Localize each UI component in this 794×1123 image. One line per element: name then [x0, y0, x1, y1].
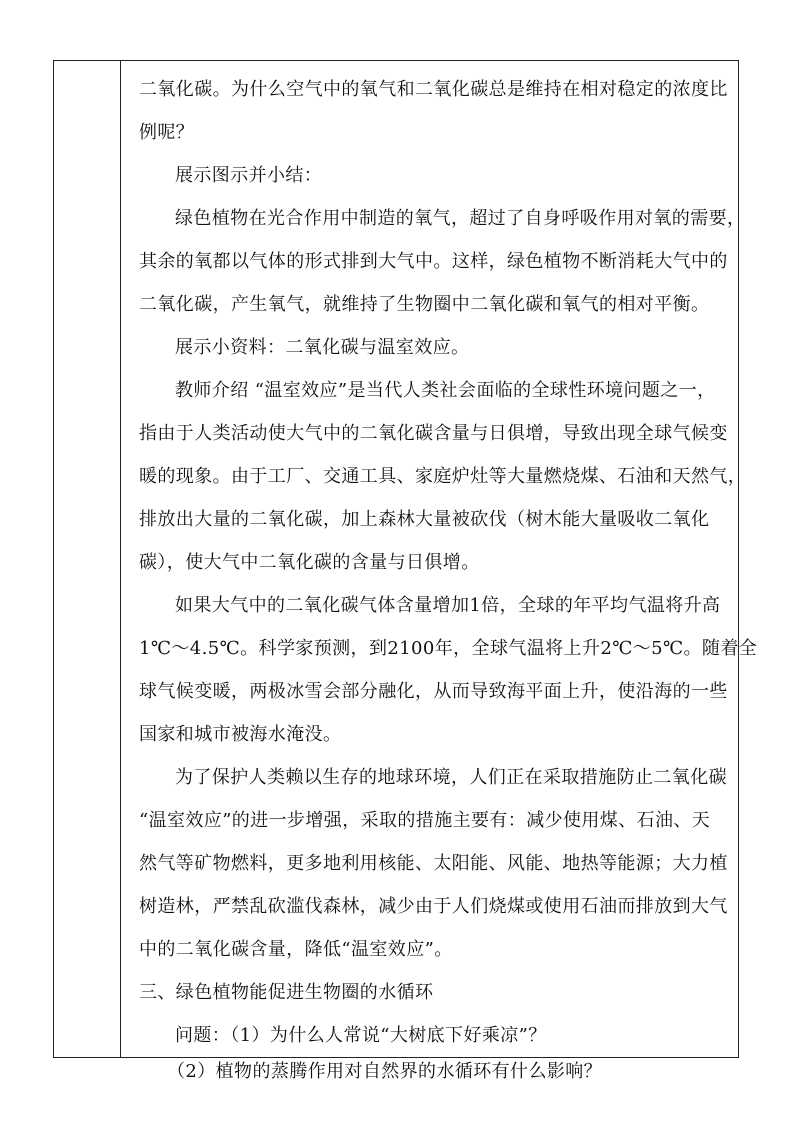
- paragraph-line: 树造林，严禁乱砍滥伐森林，减少由于人们烧煤或使用石油而排放到大气: [139, 896, 728, 917]
- paragraph-line: 中的二氧化碳含量，降低“温室效应”。: [139, 939, 453, 960]
- paragraph-line: 排放出大量的二氧化碳，加上森林大量被砍伐（树木能大量吸收二氧化: [139, 509, 710, 530]
- paragraph-line: 例呢？: [139, 122, 195, 143]
- paragraph-line: 碳），使大气中二氧化碳的含量与日俱增。: [139, 552, 480, 573]
- paragraph-line: 1℃～4.5℃。科学家预测，到2100年，全球气温将上升2℃～5℃。随着全: [139, 638, 758, 659]
- paragraph-line: 展示小资料：二氧化碳与温室效应。: [175, 337, 470, 358]
- paragraph-line: 展示图示并小结：: [175, 165, 323, 186]
- paragraph-line: 球气候变暖，两极冰雪会部分融化，从而导致海平面上升，使沿海的一些: [139, 681, 728, 702]
- paragraph-line: “温室效应”的进一步增强，采取的措施主要有：减少使用煤、石油、天: [139, 810, 711, 831]
- left-column-cell: [54, 61, 121, 1057]
- paragraph-line: 其余的氧都以气体的形式排到大气中。这样，绿色植物不断消耗大气中的: [139, 251, 728, 272]
- paragraph-line: 教师介绍 “温室效应”是当代人类社会面临的全球性环境问题之一，: [175, 380, 716, 401]
- section-heading: 三、绿色植物能促进生物圈的水循环: [139, 982, 434, 1003]
- paragraph-line: 然气等矿物燃料，更多地利用核能、太阳能、风能、地热等能源；大力植: [139, 853, 728, 874]
- paragraph-line: 如果大气中的二氧化碳气体含量增加1倍，全球的年平均气温将升高: [175, 595, 721, 616]
- paragraph-line: 指由于人类活动使大气中的二氧化碳含量与日俱增，导致出现全球气候变: [139, 423, 728, 444]
- paragraph-line: 暖的现象。由于工厂、交通工具、家庭炉灶等大量燃烧煤、石油和天然气，: [139, 466, 747, 487]
- paragraph-line: 二氧化碳，产生氧气，就维持了生物圈中二氧化碳和氧气的相对平衡。: [139, 294, 710, 315]
- paragraph-line: 二氧化碳。为什么空气中的氧气和二氧化碳总是维持在相对稳定的浓度比: [139, 79, 728, 100]
- paragraph-line: 绿色植物在光合作用中制造的氧气，超过了自身呼吸作用对氧的需要，: [175, 208, 746, 229]
- question-line: （2）植物的蒸腾作用对自然界的水循环有什么影响？: [167, 1061, 603, 1082]
- lesson-table: [53, 60, 758, 1082]
- question-line: 问题：（1）为什么人常说“大树底下好乘凉”？: [175, 1025, 547, 1046]
- paragraph-line: 为了保护人类赖以生存的地球环境，人们正在采取措施防止二氧化碳: [175, 767, 727, 788]
- content-cell: [121, 61, 758, 1082]
- paragraph-line: 国家和城市被海水淹没。: [139, 724, 342, 745]
